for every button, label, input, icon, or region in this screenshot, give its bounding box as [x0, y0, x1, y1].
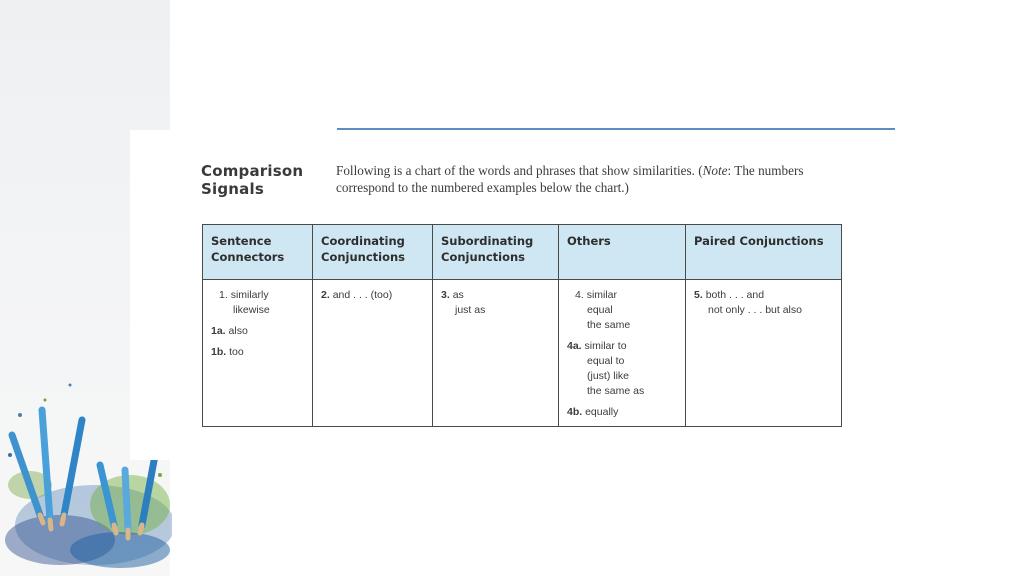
item-text: likewise — [233, 304, 270, 316]
intro-paragraph — [336, 162, 846, 196]
cell-paired-conjunctions — [686, 280, 842, 427]
item-text: and . . . (too) — [332, 289, 393, 301]
list-item — [211, 324, 308, 339]
list-item — [694, 288, 837, 318]
header-text: Sentence — [211, 234, 272, 248]
item-number: 5. — [694, 289, 703, 301]
item-number: 4a. — [567, 340, 582, 352]
table-header-row — [203, 225, 842, 280]
item-text: as — [452, 289, 464, 301]
list-item — [211, 345, 308, 360]
header-text: Coordinating — [321, 234, 405, 248]
item-text: similar to — [584, 340, 627, 352]
item-text: both . . . and — [705, 289, 765, 301]
header-text: Subordinating — [441, 234, 534, 248]
item-number: 1a. — [211, 325, 226, 337]
item-number: 1b. — [211, 346, 227, 358]
list-item — [567, 405, 681, 420]
item-text: also — [228, 325, 248, 337]
list-item — [567, 339, 681, 399]
item-text: (just) like — [587, 370, 630, 382]
header-text: Paired Conjunctions — [694, 234, 824, 248]
item-text: the same — [587, 319, 631, 331]
item-number: 1. — [219, 289, 228, 301]
item-text: too — [229, 346, 244, 358]
header-text: Others — [567, 234, 611, 248]
item-text: not only . . . but also — [708, 304, 802, 316]
item-number: 3. — [441, 289, 450, 301]
header-paired-conjunctions — [686, 225, 842, 280]
intro-text-before: Following is a chart of the words and phrases that show similarities. ( — [336, 163, 703, 178]
intro-note-label: Note — [702, 163, 728, 178]
header-others — [559, 225, 686, 280]
intro-text-after: : The numbers correspond to the numbered examples below the chart.) — [336, 163, 804, 195]
comparison-signals-table — [202, 224, 842, 427]
item-text: equally — [585, 406, 619, 418]
cell-others — [559, 280, 686, 427]
item-text: just as — [455, 304, 486, 316]
item-number: 4. — [575, 289, 584, 301]
section-heading — [201, 162, 321, 198]
item-number: 4b. — [567, 406, 583, 418]
table-body-row — [203, 280, 842, 427]
header-text: Conjunctions — [441, 250, 526, 264]
item-text: equal to — [587, 355, 625, 367]
top-divider-rule — [337, 128, 895, 130]
cell-sentence-connectors — [203, 280, 313, 427]
item-text: equal — [587, 304, 613, 316]
header-text: Connectors — [211, 250, 285, 264]
cell-coordinating-conjunctions — [313, 280, 433, 427]
list-item — [321, 288, 428, 303]
header-text: Conjunctions — [321, 250, 406, 264]
item-text: similarly — [230, 289, 269, 301]
header-subordinating-conjunctions — [433, 225, 559, 280]
list-item — [211, 288, 308, 318]
cell-subordinating-conjunctions — [433, 280, 559, 427]
heading-line-1: Comparison — [201, 162, 304, 180]
header-coordinating-conjunctions — [313, 225, 433, 280]
item-number: 2. — [321, 289, 330, 301]
list-item — [567, 288, 681, 333]
header-sentence-connectors — [203, 225, 313, 280]
item-text: the same as — [587, 385, 645, 397]
list-item — [441, 288, 554, 318]
heading-line-2: Signals — [201, 180, 264, 198]
item-text: similar — [586, 289, 618, 301]
